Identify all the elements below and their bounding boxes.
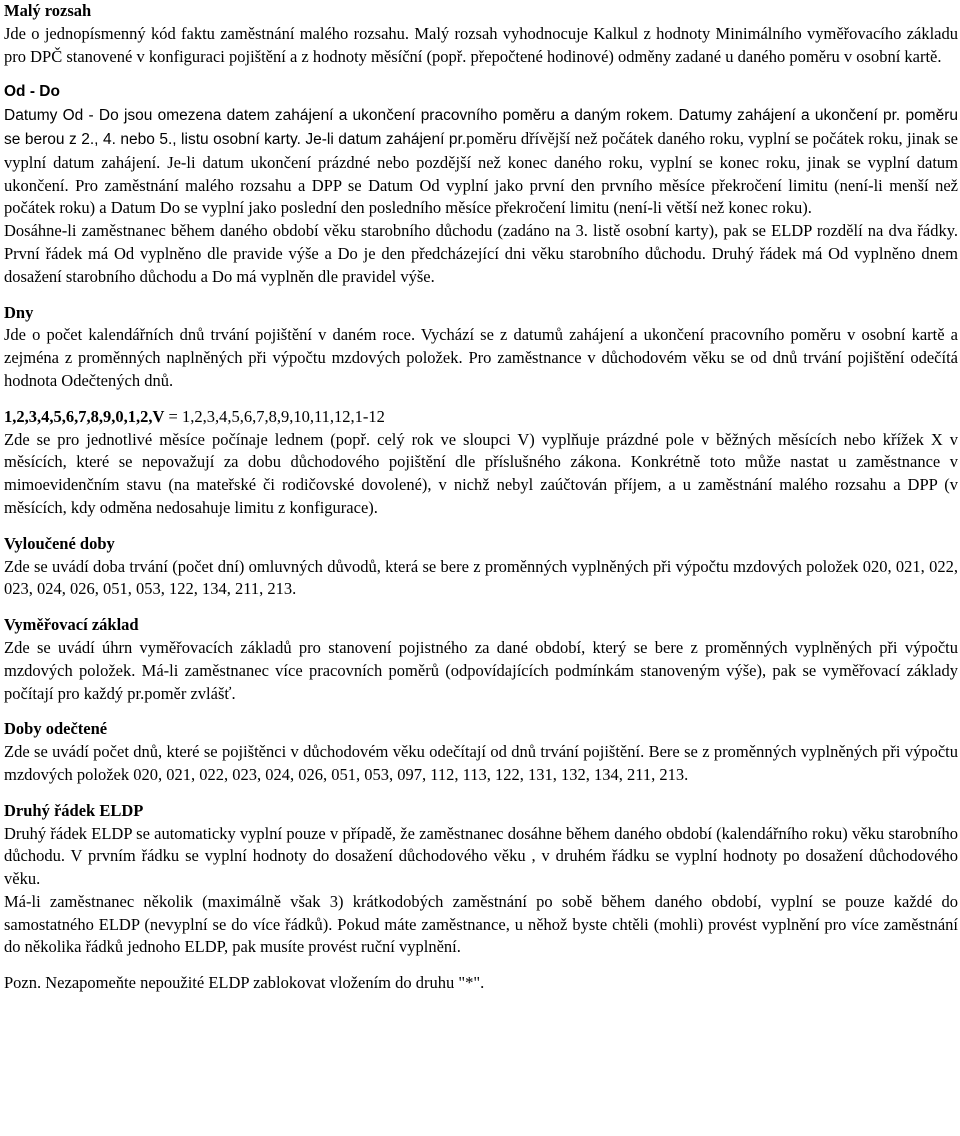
paragraph-druhy-radek-2: Má-li zaměstnanec několik (maximálně však 3) krátkodobých zaměstnání po sobě během daného období, vyplní se pouze každé do samostatného ELDP (nevyplní se do více řádků). Pokud máte zaměstnance, u něhož byste chtěli (mohli) provést vyplnění pro více zaměstnání do několika řádků jednoho ELDP, pak musíte provést ruční vyplnění.: [4, 891, 958, 957]
paragraph-vymerovaci-zaklad: Zde se uvádí úhrn vyměřovacích základů pro stanovení pojistného za dané období, který se bere z proměnných vyplněných při výpočtu mzdových položek. Má-li zaměstnanec více pracovních poměrů (odpovídajících podmínkám stanoveným výše), pak se vyměřovací základy počítají pro každý pr.poměr zvlášť.: [4, 637, 958, 703]
section-doby-odectene: [4, 718, 958, 786]
section-dny: [4, 302, 958, 393]
paragraph-mesice: Zde se pro jednotlivé měsíce počínaje lednem (popř. celý rok ve sloupci V) vyplňuje prázdné pole v běžných měsících nebo křížek X v měsících, které se nepovažují za dobu důchodového pojištění dle příslušného zákona. Konkrétně toto může nastat u zaměstnance v mimoevidenčním stavu (na mateřské či rodičovské dovolené), v nichž nebyl zaúčtován příjem, a u zaměstnání malého rozsahu a DPP (v měsících, kdy odměna nedosahuje limitu z konfigurace).: [4, 429, 958, 517]
heading-dny: Dny: [4, 302, 34, 322]
heading-mesice: [4, 406, 958, 429]
section-druhy-radek-eldp: [4, 800, 958, 960]
paragraph-doby-odectene: Zde se uvádí počet dnů, které se pojištěnci v důchodovém věku odečítají od dnů trvání pojištění. Bere se z proměnných vyplněných při výpočtu mzdových položek 020, 021, 022, 023, 024, 026, 051, 053, 097, 112, 113, 122, 131, 132, 134, 211, 213.: [4, 742, 958, 784]
paragraph-maly-rozsah: Jde o jednopísmenný kód faktu zaměstnání malého rozsahu. Malý rozsah vyhodnocuje Kalkul z hodnoty Minimálního vyměřovacího základu pro DPČ stanovené v konfiguraci pojištění a z hodnoty měsíční (popř. přepočtené hodinové) odměny zadané u daného poměru v osobní kartě.: [4, 23, 958, 66]
paragraph-od-do-part-3: Pro zaměstnání malého rozsahu a DPP se Datum Od vyplní jako první den prvního měsíce překročení limitu (není-li menší než počátek roku) a Datum Do se vyplní jako poslední den posledního měsíce překročení limitu (není-li větší než konec roku).: [4, 175, 958, 218]
section-od-do: [4, 81, 958, 288]
paragraph-dny: Jde o počet kalendářních dnů trvání pojištění v daném roce. Vychází se z datumů zahájení a ukončení pracovního poměru v osobní kartě a zejména z proměnných naplněných při výpočtu mzdových položek. Pro zaměstnance v důchodovém věku se od dnů trvání pojištění odečítá hodnota Odečtených dnů.: [4, 325, 958, 390]
heading-mesice-mapping: = 1,2,3,4,5,6,7,8,9,10,11,12,1-12: [164, 406, 385, 426]
heading-maly-rozsah: Malý rozsah: [4, 1, 92, 20]
paragraph-od-do-part-2: poměru dřívější než počátek daného roku, vyplní se počátek roku, jinak se vyplní datum zahájení. Je-li datum ukončení prázdné nebo pozdější než konec daného roku, vyplní se konec roku, jinak se vyplní datum ukončení.: [4, 128, 958, 195]
paragraph-poznamka: Pozn. Nezapomeňte nepoužité ELDP zablokovat vložením do druhu "*".: [4, 973, 485, 993]
section-mesice: [4, 406, 958, 520]
section-poznamka: [4, 972, 958, 995]
heading-mesice-codes: 1,2,3,4,5,6,7,8,9,0,1,2,V: [4, 406, 165, 426]
paragraph-od-do-duchod: Dosáhne-li zaměstnanec během daného období věku starobního důchodu (zadáno na 3. listě osobní karty), pak se ELDP rozdělí na dva řádky. První řádek má Od vyplněno dle pravide výše a Do je den předcházející dni věku starobního důchodu. Druhý řádek má Od vyplněno dnem dosažení starobního důchodu a Do má vyplněn dle pravidel výše.: [4, 221, 958, 286]
paragraph-vyloucene-doby: Zde se uvádí doba trvání (počet dní) omluvných důvodů, která se bere z proměnných vyplněných při výpočtu mzdových položek 020, 021, 022, 023, 024, 026, 051, 053, 122, 134, 211, 213.: [4, 556, 958, 599]
heading-druhy-radek-eldp: Druhý řádek ELDP: [4, 800, 144, 820]
heading-vyloucene-doby: Vyloučené doby: [4, 533, 115, 553]
paragraph-od-do: [4, 104, 958, 220]
heading-doby-odectene: Doby odečtené: [4, 719, 108, 739]
section-vyloucene-doby: [4, 533, 958, 601]
document-page: [4, 0, 958, 995]
paragraph-od-do-part-1: Datumy Od - Do jsou omezena datem zahájení a ukončení pracovního poměru a daným rokem. Datumy zahájení a ukončení pr. poměru se berou z 2., 4. nebo 5., listu osobní karty. Je-li datum zahájení pr.: [4, 107, 958, 148]
heading-vymerovaci-zaklad: Vyměřovací základ: [4, 615, 139, 635]
paragraph-druhy-radek-1: Druhý řádek ELDP se automaticky vyplní pouze v případě, že zaměstnanec dosáhne během daného období (kalendářního roku) věku starobního důchodu. V prvním řádku se vyplní hodnoty do dosažení důchodového věku , v druhém řádku se vyplní hodnoty po dosažení důchodového věku.: [4, 823, 958, 889]
section-maly-rozsah: [4, 0, 958, 68]
section-vymerovaci-zaklad: [4, 614, 958, 705]
heading-od-do: Od - Do: [4, 83, 60, 101]
